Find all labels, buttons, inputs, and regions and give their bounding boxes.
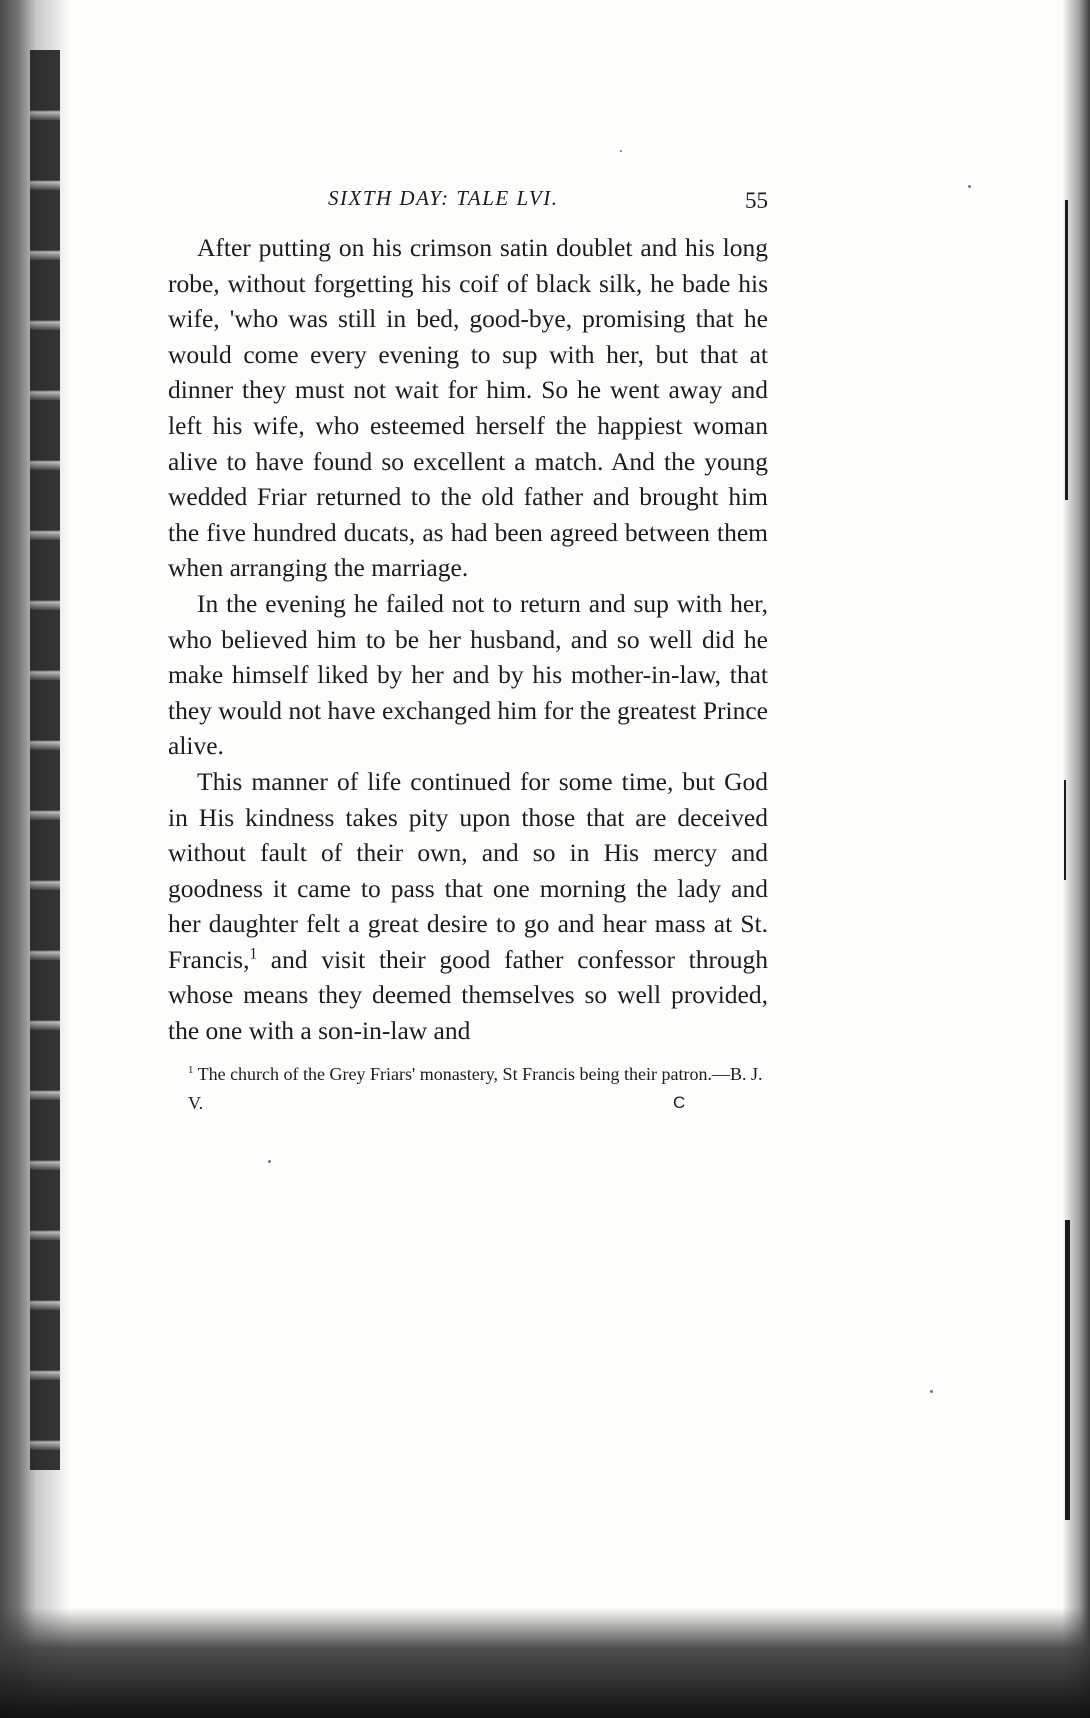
body-text [168,230,768,1049]
paragraph-3 [168,764,768,1049]
bottom-scan-shadow [0,1608,1090,1718]
paragraph-1: After putting on his crimson satin doublet and his long robe, without forgetting his coif of black silk, he bade his wife, 'who was still in bed, good-bye, promising that he would come every evening to sup with her, but that at dinner they must not wait for him. So he went away and left his wife, who esteemed herself the happiest woman alive to have found so excellent a match. And the young wedded Friar returned to the old father and brought him the five hundred ducats, as had been agreed between them when arranging the marriage. [168,233,768,583]
paragraph-2: In the evening he failed not to return and sup with her, who believed him to be her husband, and so well did he make himself liked by her and by his mother-in-law, that they would not have exchanged him for the greatest Prince alive. [168,588,768,761]
footnote [168,1063,768,1085]
book-page [168,186,768,1123]
paragraph-3-text-before-note: This manner of life continued for some time, but God in His kindness takes pity upon those that are deceived without fault of their own, and so in His mercy and goodness it came to pass that one morning the lady and her daughter felt a great desire to go and hear mass at St. Francis, [168,766,768,974]
signature-row [168,1091,768,1123]
footnote-marker: 1 [188,1063,194,1076]
right-edge-mark [1064,780,1066,880]
speck [268,1160,271,1163]
gathering-letter: C [673,1092,686,1112]
speck [930,1390,933,1393]
page-number: 55 [745,188,768,213]
right-edge-mark [1065,1220,1070,1520]
binding-band [30,50,60,1470]
volume-signature: V. [188,1092,204,1113]
running-title: SIXTH DAY: TALE LVI. [328,186,559,210]
paragraph-3-text-after-note: and visit their good father confessor through whose means they deemed themselves so well provided, the one with a son-in-law and [168,944,768,1046]
speck [968,185,971,188]
running-head [168,186,768,226]
footnote-text: The church of the Grey Friars' monastery, St Francis being their patron.—B. J. [193,1063,763,1084]
right-edge-mark [1065,200,1068,500]
speck [620,150,622,152]
footnote-reference: 1 [249,945,258,963]
